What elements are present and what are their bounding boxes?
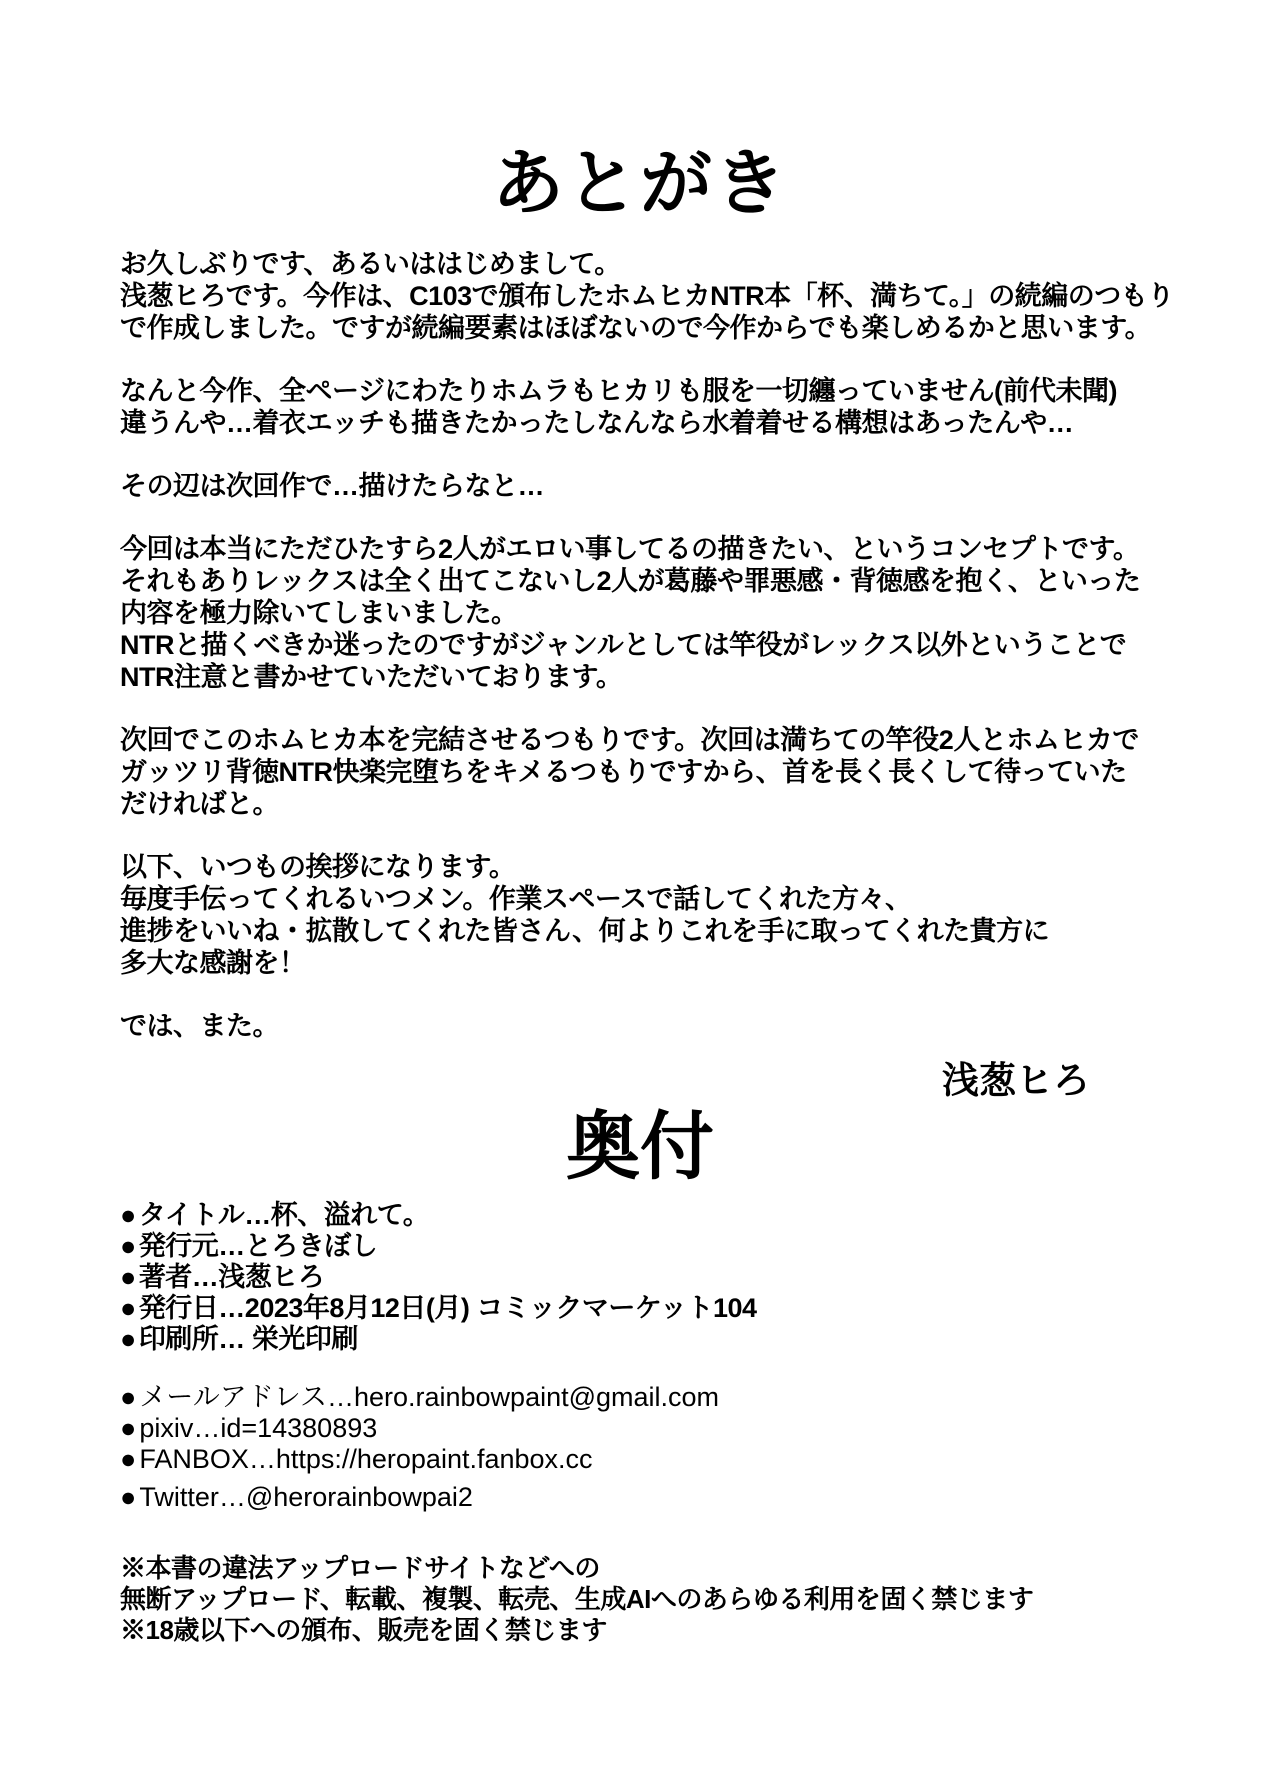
text-line: 次回でこのホムヒカ本を完結させるつもりです。次回は満ちての竿役2人とホムヒカで (120, 725, 1139, 755)
item-text: メールアドレス…hero.rainbowpaint@gmail.com (139, 1381, 720, 1412)
bullet-icon: ● (120, 1381, 137, 1412)
afterword-paragraph (120, 1010, 1160, 1042)
publication-info-list (120, 1200, 1160, 1355)
page-title: あとがき (491, 144, 788, 224)
afterword-paragraph (120, 470, 1160, 502)
text-line: NTR注意と書かせていただいております。 (120, 662, 623, 692)
text-line: 多大な感謝を！ (120, 948, 306, 978)
list-item-publisher (120, 1231, 1160, 1262)
bullet-icon: ● (120, 1199, 136, 1230)
text-line: 浅葱ヒろです。今作は、C103で頒布したホムヒカNTR本「杯、満ちて。」の続編のつもり (120, 281, 1174, 311)
item-text: 発行元…とろきぼし (138, 1230, 378, 1261)
afterword-paragraph (120, 248, 1174, 344)
text-line: では、また。 (120, 1011, 279, 1041)
list-item-twitter (120, 1482, 1160, 1513)
item-text: FANBOX…https://heropaint.fanbox.cc (139, 1443, 593, 1474)
item-text: 印刷所… 栄光印刷 (138, 1323, 358, 1354)
bullet-icon: ● (120, 1292, 136, 1323)
bullet-icon: ● (120, 1412, 137, 1443)
list-item-fanbox (120, 1444, 1160, 1475)
text-line: 違うんや…着衣エッチも描きたかったしなんなら水着着せる構想はあったんや… (120, 408, 1074, 438)
list-item-pixiv (120, 1413, 1160, 1444)
text-line: 無断アップロード、転載、複製、転売、生成AIへのあらゆる利用を固く禁じます (120, 1583, 1034, 1614)
afterword-paragraph (120, 724, 1160, 820)
text-line: NTRと描くべきか迷ったのですがジャンルとしては竿役がレックス以外ということで (120, 630, 1127, 660)
author-signature: 浅葱ヒろ (942, 1060, 1090, 1101)
colophon-title: 奥付 (566, 1104, 714, 1188)
afterword-paragraph (120, 533, 1160, 693)
text-line: で作成しました。ですが続編要素はほぼないので今作からでも楽しめるかと思います。 (120, 313, 1152, 343)
contact-info-list (120, 1382, 1160, 1513)
item-text: 著者…浅葱ヒろ (138, 1261, 325, 1292)
bullet-icon: ● (120, 1261, 136, 1292)
text-line: 以下、いつもの挨拶になります。 (120, 852, 516, 882)
text-line: だければと。 (120, 789, 279, 819)
text-line: それもありレックスは全く出てこないし2人が葛藤や罪悪感・背徳感を抱く、といった (120, 566, 1141, 596)
list-item-author (120, 1262, 1160, 1293)
list-item-title (120, 1200, 1160, 1231)
text-line: お久しぶりです、あるいははじめまして。 (120, 249, 621, 279)
list-item-publish-date (120, 1293, 1160, 1324)
bullet-icon: ● (120, 1230, 136, 1261)
legal-disclaimer (120, 1553, 1160, 1646)
afterword-body (120, 248, 1174, 1042)
list-item-printer (120, 1324, 1160, 1355)
text-line: なんと今作、全ページにわたりホムラもヒカリも服を一切纏っていません(前代未聞) (120, 376, 1117, 406)
text-line: ガッツリ背徳NTR快楽完堕ちをキメるつもりですから、首を長く長くして待っていた (120, 757, 1127, 787)
text-line: ※18歳以下への頒布、販売を固く禁じます (120, 1614, 607, 1645)
item-text: pixiv…id=14380893 (139, 1412, 378, 1443)
bullet-icon: ● (120, 1481, 137, 1512)
text-line: 内容を極力除いてしまいました。 (120, 598, 518, 628)
item-text: タイトル…杯、溢れて。 (138, 1199, 430, 1230)
bullet-icon: ● (120, 1323, 136, 1354)
text-line: ※本書の違法アップロードサイトなどへの (120, 1552, 600, 1583)
item-text: Twitter…@herorainbowpai2 (139, 1481, 473, 1512)
afterword-paragraph (120, 375, 1160, 439)
bullet-icon: ● (120, 1443, 137, 1474)
text-line: 今回は本当にただひたすら2人がエロい事してるの描きたい、というコンセプトです。 (120, 534, 1140, 564)
text-line: その辺は次回作で…描けたらなと… (120, 471, 544, 501)
item-text: 発行日…2023年8月12日(月) コミックマーケット104 (138, 1292, 757, 1323)
text-line: 毎度手伝ってくれるいつメン。作業スペースで話してくれた方々、 (120, 884, 912, 914)
text-line: 進捗をいいね・拡散してくれた皆さん、何よりこれを手に取ってくれた貴方に (120, 916, 1050, 946)
afterword-paragraph (120, 851, 1160, 979)
list-item-email (120, 1382, 1160, 1413)
